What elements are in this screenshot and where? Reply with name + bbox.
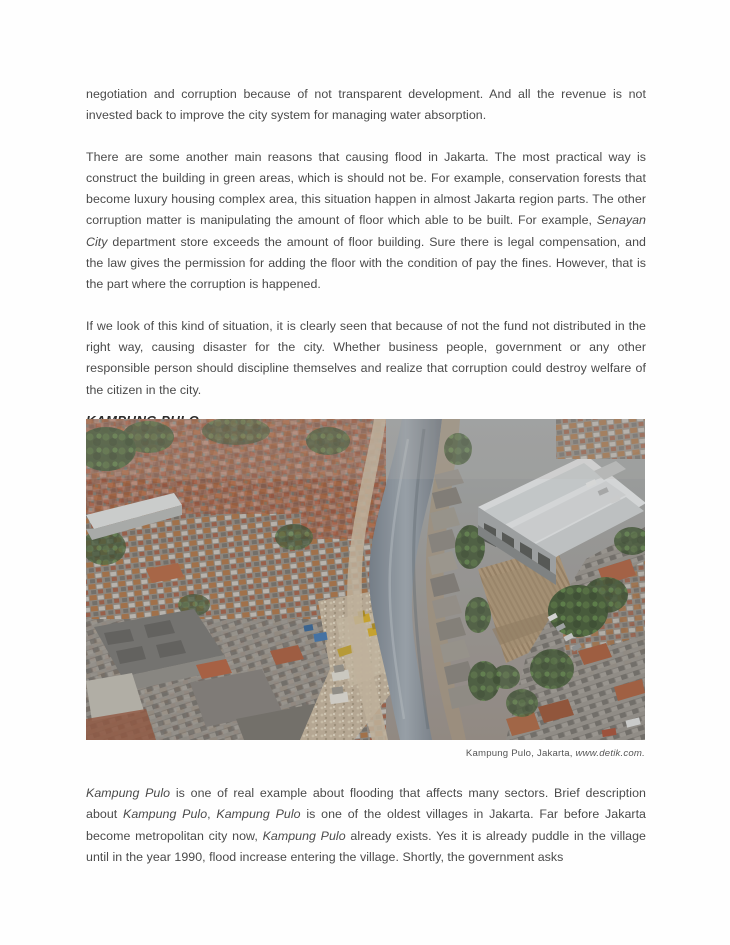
text-run-7: already exists. Yes it is already puddle in the village until in the year 1990, flood increase entering the village. Shortly, the government asks xyxy=(86,828,646,864)
caption-source: www.detik.com. xyxy=(575,748,645,759)
figure-caption xyxy=(86,748,645,759)
text-run-0: negotiation and corruption because of not transparent development. And all the revenue is not invested back to improve the city system for managing water absorption. xyxy=(86,87,646,123)
paragraph-3 xyxy=(86,316,646,401)
text-run-4: Kampung Pulo xyxy=(216,807,301,822)
text-run-1: Senayan City xyxy=(86,213,646,249)
text-run-2: Kampung Pulo xyxy=(123,807,208,822)
text-run-0: Kampung Pulo xyxy=(86,786,171,800)
text-run-5: is one of the oldest villages in Jakarta. Far before Jakarta become metropolitan city now, xyxy=(86,807,646,843)
paragraph-1 xyxy=(86,84,646,127)
text-run-3: , xyxy=(207,807,217,822)
figure-kampung-pulo xyxy=(86,419,645,740)
document-body xyxy=(86,84,646,428)
text-run-0: There are some another main reasons that causing flood in Jakarta. The most practical way is construct the building in green areas, which is should not be. For example, conservation forests that become luxury housing complex area, this situation happen in almost Jakarta region parts. The other corruption matter is manipulating the amount of floor which able to be built. For example, xyxy=(86,149,646,228)
text-run-6: Kampung Pulo xyxy=(262,828,346,843)
document-body-continued xyxy=(86,783,646,868)
paragraph-2 xyxy=(86,147,646,296)
text-run-0: If we look of this kind of situation, it is clearly seen that because of not the fund not distributed in the right way, causing disaster for the city. Whether business people, government or any other responsible person should discipline themselves and realize that corruption could destroy welfare of the citizen in the city. xyxy=(86,318,646,397)
text-run-1: is one of real example about flooding that affects many sectors. Brief description about xyxy=(86,786,646,822)
paragraph-4 xyxy=(86,783,646,868)
aerial-photo-image xyxy=(86,419,645,740)
caption-place: Kampung Pulo, Jakarta, xyxy=(465,748,576,759)
text-run-2: department store exceeds the amount of floor building. Sure there is legal compensation, and the law gives the permission for adding the floor with the condition of pay the fines. However, that is the part where the corruption is happened. xyxy=(86,234,646,292)
aerial-photo-illustration xyxy=(86,419,645,740)
